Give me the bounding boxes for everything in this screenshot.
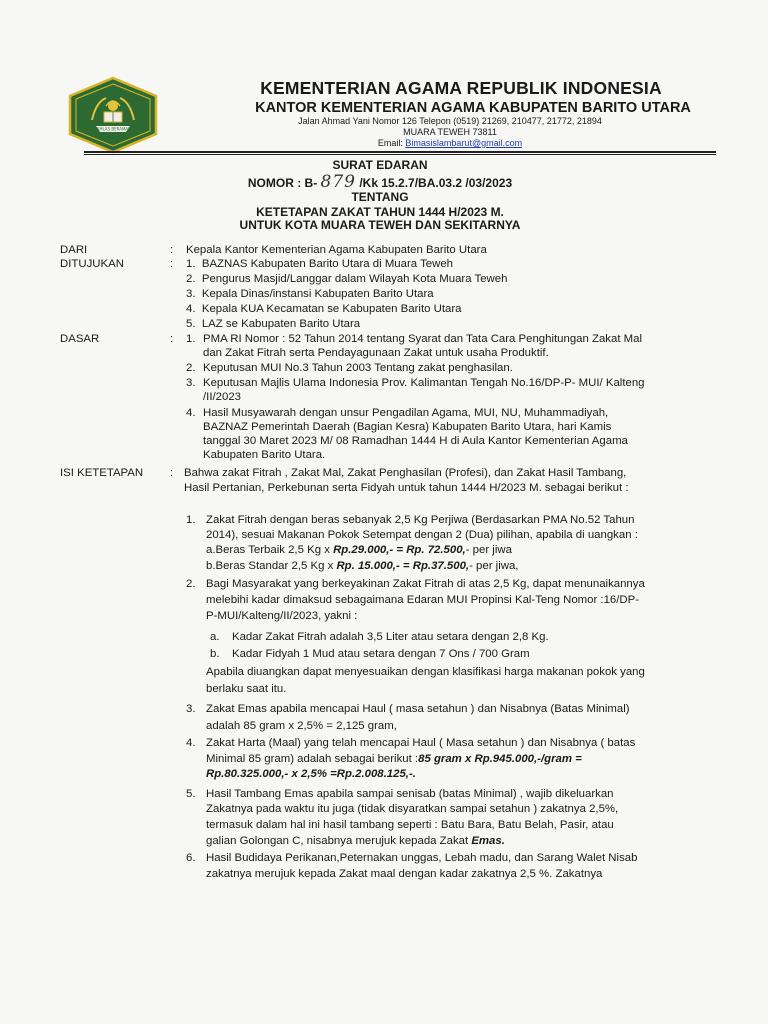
email-label: Email: (377, 138, 403, 148)
point-text: galian Golongan C, nisabnya merujuk kepada Zakat Emas. (206, 835, 505, 847)
handwritten-number: 879 (320, 172, 356, 192)
header-rule (84, 151, 716, 153)
dasar-item-num: 1. (186, 333, 196, 345)
dasar-item-num: 2. (186, 362, 196, 374)
header-rule-thin (84, 154, 716, 155)
list-item: 5. LAZ se Kabupaten Barito Utara (186, 318, 361, 330)
dasar-item-text: Keputusan MUI No.3 Tahun 2003 Tentang zakat penghasilan. (203, 362, 513, 374)
dasar-item-num: 4. (186, 407, 196, 419)
sub-text: Kadar Fidyah 1 Mud atau setara dengan 7 Ons / 700 Gram (232, 648, 530, 660)
point-num: 1. (186, 514, 196, 526)
point-text: Apabila diuangkan dapat menyesuaikan dengan klasifikasi harga makanan pokok yang (206, 666, 645, 678)
doc-type: SURAT EDARAN (332, 158, 428, 172)
list-item: 2. Pengurus Masjid/Langgar dalam Wilayah Kota Muara Teweh (186, 273, 508, 285)
point-num: 4. (186, 737, 196, 749)
logo-motto: IKHLAS BERAMAL (95, 126, 131, 132)
sub-num: b. (210, 648, 220, 660)
subject-line-1: KETETAPAN ZAKAT TAHUN 1444 H/2023 M. (256, 205, 504, 219)
subject-line-2: UNTUK KOTA MUARA TEWEH DAN SEKITARNYA (239, 218, 521, 232)
address-block (255, 116, 645, 149)
city-line: MUARA TEWEH 73811 (403, 127, 497, 137)
ministry-name: KEMENTERIAN AGAMA REPUBLIK INDONESIA (260, 78, 662, 98)
isi-label: ISI KETETAPAN (60, 467, 144, 479)
point-text: termasuk dalam hal ini hasil tambang seperti : Batu Bara, Batu Belah, Pasir, atau (206, 819, 614, 831)
point-text: Zakat Emas apabila mencapai Haul ( masa setahun ) dan Nisabnya (Batas Minimal) (206, 703, 630, 715)
point-text: melebihi kadar dimaksud sebagaimana Edaran MUI Propinsi Kal-Teng Nomor :16/DP- (206, 594, 640, 606)
point-text: a.Beras Terbaik 2,5 Kg x Rp.29.000,- = Rp. 72.500,- per jiwa (206, 544, 512, 556)
point-text: Bagi Masyarakat yang berkeyakinan Zakat Fitrah di atas 2,5 Kg, dapat menunaikannya (206, 578, 645, 590)
point-text: Zakat Fitrah dengan beras sebanyak 2,5 Kg Perjiwa (Berdasarkan PMA No.52 Tahun (206, 514, 635, 526)
dari-label: DARI (60, 244, 88, 256)
ditujukan-colon: : (170, 258, 174, 270)
point-text: Minimal 85 gram) adalah sebagai berikut :85 gram x Rp.945.000,-/gram = (206, 753, 582, 765)
list-item: 3. Kepala Dinas/instansi Kabupaten Barito Utara (186, 288, 434, 300)
dari-colon: : (170, 244, 174, 256)
dasar-item-text: Keputusan Majlis Ulama Indonesia Prov. Kalimantan Tengah No.16/DP-P- MUI/ Kalteng (203, 377, 645, 389)
dasar-item-num: 3. (186, 377, 196, 389)
ministry-logo-icon (66, 76, 160, 154)
dasar-item-text: tanggal 30 Maret 2023 M/ 08 Ramadhan 1444 H di Aula Kantor Kementerian Agama (203, 435, 628, 447)
dasar-item-text: PMA RI Nomor : 52 Tahun 2014 tentang Syarat dan Tata Cara Penghitungan Zakat Mal (203, 333, 643, 345)
sub-text: Kadar Zakat Fitrah adalah 3,5 Liter atau setara dengan 2,8 Kg. (232, 631, 549, 643)
dasar-item-text: BAZNAZ Pemerintah Daerah (Bagian Kesra) Kabupaten Barito Utara, hari Kamis (203, 421, 612, 433)
tentang-heading: TENTANG (351, 190, 409, 204)
office-name: KANTOR KEMENTERIAN AGAMA KABUPATEN BARITO UTARA (255, 100, 691, 116)
list-item: 4. Kepala KUA Kecamatan se Kabupaten Barito Utara (186, 303, 462, 315)
point-text: Rp.80.325.000,- x 2,5% =Rp.2.008.125,-. (206, 768, 416, 780)
point-text: berlaku saat itu. (206, 683, 287, 695)
isi-colon: : (170, 467, 174, 479)
point-text: adalah 85 gram x 2,5% = 2,125 gram, (206, 720, 397, 732)
list-item: 1. BAZNAS Kabupaten Barito Utara di Muara Teweh (186, 258, 453, 270)
point-text: Hasil Budidaya Perikanan,Peternakan unggas, Lebah madu, dan Sarang Walet Nisab (206, 852, 638, 864)
point-text: 2014), sesuai Makanan Pokok Setempat dengan 2 (Dua) pilihan, apabila di uangkan : (206, 529, 638, 541)
dasar-item-text: dan Zakat Fitrah serta Pendayagunaan Zakat untuk usaha Produktif. (203, 347, 549, 359)
point-text: P-MUI/Kalteng/II/2023, yakni : (206, 610, 358, 622)
dasar-colon: : (170, 333, 174, 345)
address-line: Jalan Ahmad Yani Nomor 126 Telepon (0519) 21269, 210477, 21772, 21894 (298, 116, 602, 126)
dasar-label: DASAR (60, 333, 100, 345)
isi-intro: Bahwa zakat Fitrah , Zakat Mal, Zakat Penghasilan (Profesi), dan Zakat Hasil Tambang, (184, 467, 627, 479)
doc-number: NOMOR : B- 879 /Kk 15.2.7/BA.03.2 /03/2023 (247, 172, 513, 192)
point-text: b.Beras Standar 2,5 Kg x Rp. 15.000,- = Rp.37.500,- per jiwa, (206, 560, 519, 572)
email-link[interactable]: Bimasislambarut@gmail.com (405, 138, 523, 148)
point-num: 6. (186, 852, 196, 864)
point-num: 5. (186, 788, 196, 800)
point-text: Zakatnya pada waktu itu juga (tidak disyaratkan sampai setahun ) zakatnya 2,5%, (206, 803, 619, 815)
dasar-item-text: Kabupaten Barito Utara. (203, 449, 326, 461)
point-num: 3. (186, 703, 196, 715)
isi-intro: Hasil Pertanian, Perkebunan serta Fidyah untuk tahun 1444 H/2023 M. sebagai berikut : (184, 482, 629, 494)
ditujukan-label: DITUJUKAN (60, 258, 124, 270)
dari-value: Kepala Kantor Kementerian Agama Kabupaten Barito Utara (186, 244, 487, 256)
point-num: 2. (186, 578, 196, 590)
point-text: Zakat Harta (Maal) yang telah mencapai Haul ( Masa setahun ) dan Nisabnya ( batas (206, 737, 636, 749)
point-text: zakatnya merujuk kepada Zakat maal dengan kadar zakatnya 2,5 %. Zakatnya (206, 868, 603, 880)
sub-num: a. (210, 631, 220, 643)
dasar-item-text: Hasil Musyawarah dengan unsur Pengadilan Agama, MUI, NU, Muhammadiyah, (203, 407, 609, 419)
letterhead (170, 78, 730, 116)
point-text: Hasil Tambang Emas apabila sampai senisab (batas Minimal) , wajib dikeluarkan (206, 788, 614, 800)
dasar-item-text: /II/2023 (203, 391, 241, 403)
